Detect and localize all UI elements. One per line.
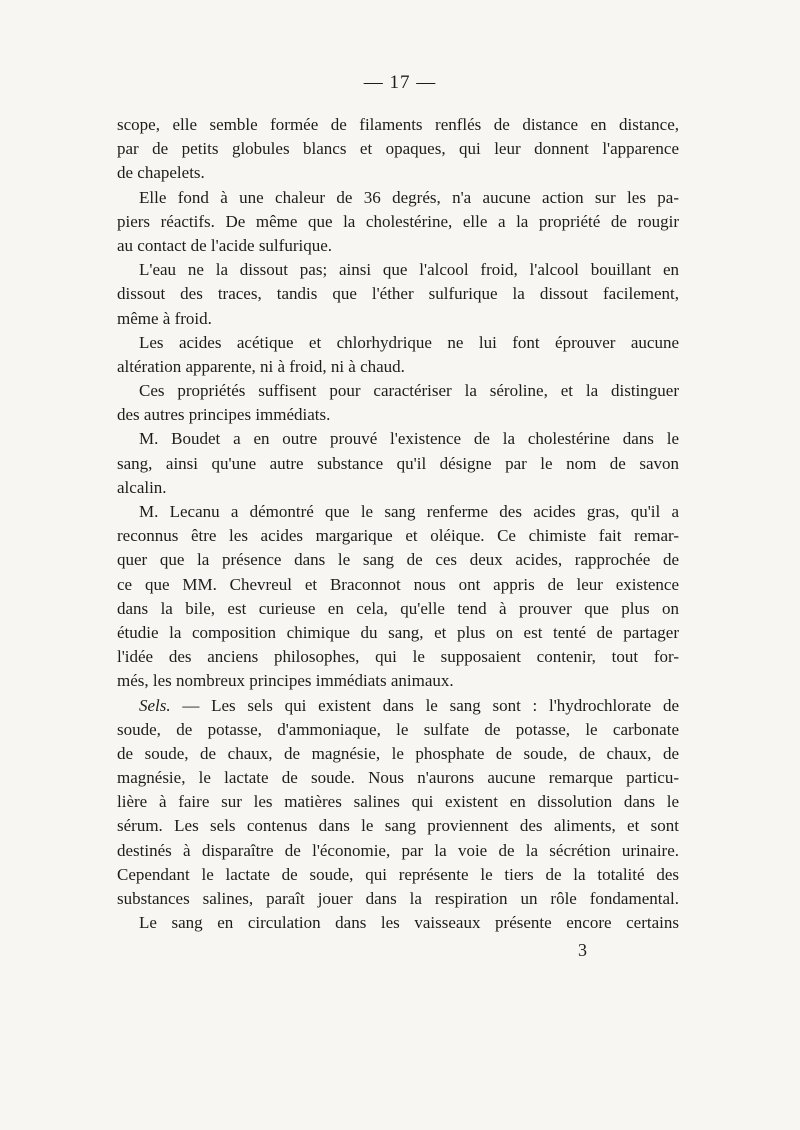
text-line: Ces propriétés suffisent pour caractériser la séroline, et la distinguer [139,381,679,401]
text-line: altération apparente, ni à froid, ni à chaud. [117,356,405,376]
text-line: étudie la composition chimique du sang, et plus on est tenté de partager [117,622,679,642]
text-line: au contact de l'acide sulfurique. [117,235,332,255]
text-line: M. Lecanu a démontré que le sang renferme des acides gras, qu'il a [139,502,679,521]
text-line: de soude, de chaux, de magnésie, le phosphate de soude, de chaux, de [117,743,679,763]
text-line: piers réactifs. De même que la cholestérine, elle a la propriété de rougir [117,211,679,231]
text-line: M. Boudet a en outre prouvé l'existence de la cholestérine dans le [139,429,679,449]
text-line: même à froid. [117,308,212,328]
text-line: substances salines, paraît jouer dans la respiration un rôle fondamental. [117,889,679,908]
text-line: scope, elle semble formée de filaments renflés de distance en distance, [117,115,679,134]
text-line: Les acides acétique et chlorhydrique ne lui font éprouver aucune [139,332,679,352]
text-line: sang, ainsi qu'une autre substance qu'il désigne par le nom de savon [117,453,679,473]
text-line: reconnus être les acides margarique et oléique. Ce chimiste fait remar- [117,526,679,546]
text-line: quer que la présence dans le sang de ces deux acides, rapprochée de [117,550,679,570]
text-line: par de petits globules blancs et opaques, qui leur donnent l'apparence [117,139,679,159]
text-line: destinés à disparaître de l'économie, par la voie de la sécrétion urinaire. [117,840,679,860]
body-text [117,113,679,935]
text-line: Elle fond à une chaleur de 36 degrés, n'a aucune action sur les pa- [139,187,679,207]
text-line: Le sang en circulation dans les vaisseaux présente encore certains [139,913,679,933]
text-line: Sels. — Les sels qui existent dans le sang sont : l'hydrochlorate de [139,695,679,715]
text-line: Cependant le lactate de soude, qui représente le tiers de la totalité des [117,864,679,884]
text-line: dissout des traces, tandis que l'éther sulfurique la dissout facilement, [117,284,679,304]
text-line: lière à faire sur les matières salines qui existent en dissolution dans le [117,792,679,812]
text-line: més, les nombreux principes immédiats animaux. [117,671,454,691]
text-line: alcalin. [117,477,167,497]
text-line: l'idée des anciens philosophes, qui le supposaient contenir, tout for- [117,647,679,667]
signature-mark: 3 [578,940,587,960]
text-line: des autres principes immédiats. [117,405,331,425]
page-number: — 17 — [363,72,437,93]
text-line: L'eau ne la dissout pas; ainsi que l'alcool froid, l'alcool bouillant en [139,260,679,280]
text-line: de chapelets. [117,163,205,183]
text-line: dans la bile, est curieuse en cela, qu'elle tend à prouver que plus on [117,598,679,618]
text-line: ce que MM. Chevreul et Braconnot nous ont appris de leur existence [117,574,679,594]
text-line: sérum. Les sels contenus dans le sang proviennent des aliments, et sont [117,816,679,836]
text-line: soude, de potasse, d'ammoniaque, le sulfate de potasse, le carbonate [117,719,679,739]
text-line: magnésie, le lactate de soude. Nous n'aurons aucune remarque particu- [117,768,679,788]
